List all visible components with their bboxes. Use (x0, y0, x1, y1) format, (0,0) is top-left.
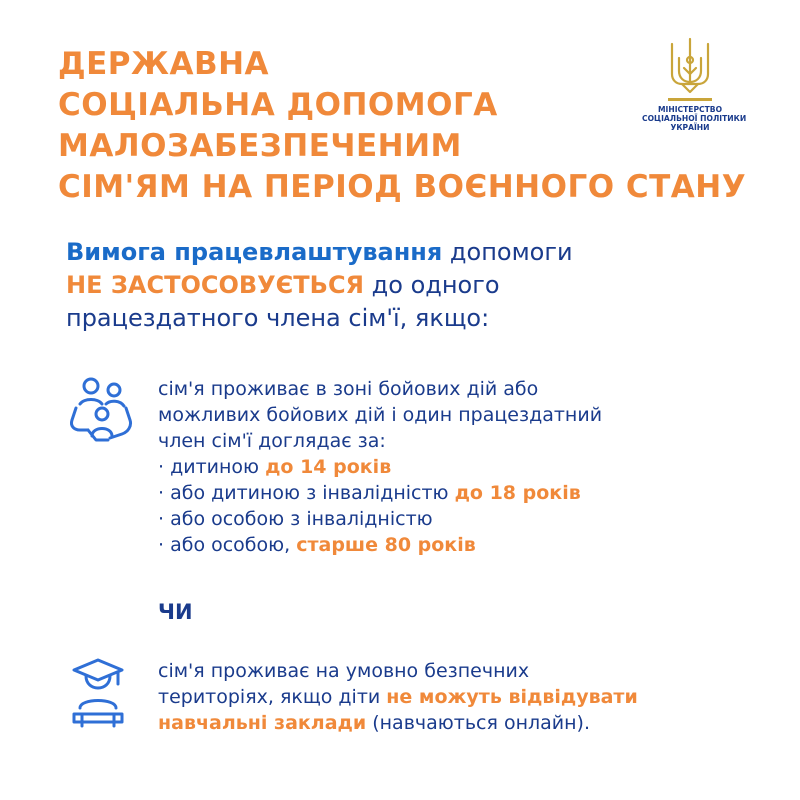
condition-2-line-2: територіях, якщо діти не можуть відвідувати (158, 686, 638, 708)
title-line-4: СІМ'ЯМ НА ПЕРІОД ВОЄННОГО СТАНУ (58, 169, 747, 205)
list-item: · або дитиною з інвалідністю до 18 років (158, 482, 581, 504)
list-item: · або особою з інвалідністю (158, 508, 433, 530)
list-item: · дитиною до 14 років (158, 456, 392, 478)
logo-line-1: МІНІСТЕРСТВО (657, 105, 723, 114)
ministry-logo (642, 36, 747, 132)
condition-2-line-1: сім'я проживає на умовно безпечних (158, 660, 530, 682)
logo-line-3: УКРАЇНИ (670, 123, 710, 132)
title-line-2: СОЦІАЛЬНА ДОПОМОГА (58, 87, 498, 123)
title-line-3: МАЛОЗАБЕЗПЕЧЕНИМ (58, 128, 462, 164)
age-highlight: до 18 років (454, 482, 581, 504)
condition-war-zone (158, 376, 778, 558)
intro-part-2: допомоги (442, 238, 573, 266)
cannot-attend-highlight: не можуть відвідувати (386, 686, 638, 708)
intro-text (66, 236, 766, 335)
graduate-icon (66, 656, 130, 736)
logo-text (642, 105, 747, 132)
family-icon (66, 374, 138, 450)
schools-highlight: навчальні заклади (158, 712, 367, 734)
intro-part-4: до одного (364, 271, 500, 299)
intro-part-5: працездатного члена сім'ї, якщо: (66, 304, 490, 332)
trident-icon (666, 36, 714, 94)
age-highlight: до 14 років (265, 456, 392, 478)
condition-2-line-3: навчальні заклади (навчаються онлайн). (158, 712, 591, 734)
care-recipients-list (158, 454, 778, 558)
condition-1-line-2: можливих бойових дій і один працездатний (158, 404, 603, 426)
condition-safe-territory (158, 658, 778, 736)
intro-employment-requirement: Вимога працевлаштування (66, 238, 443, 266)
or-separator: ЧИ (158, 600, 193, 624)
title-line-1: ДЕРЖАВНА (58, 46, 270, 82)
list-item: · або особою, старше 80 років (158, 534, 476, 556)
condition-1-line-3: член сім'ї доглядає за: (158, 430, 386, 452)
intro-not-applied: НЕ ЗАСТОСОВУЄТЬСЯ (66, 271, 365, 299)
age-highlight: старше 80 років (296, 534, 476, 556)
logo-line-2: СОЦІАЛЬНОЇ ПОЛІТИКИ (642, 114, 747, 123)
logo-divider (668, 98, 712, 101)
condition-1-line-1: сім'я проживає в зоні бойових дій або (158, 378, 539, 400)
